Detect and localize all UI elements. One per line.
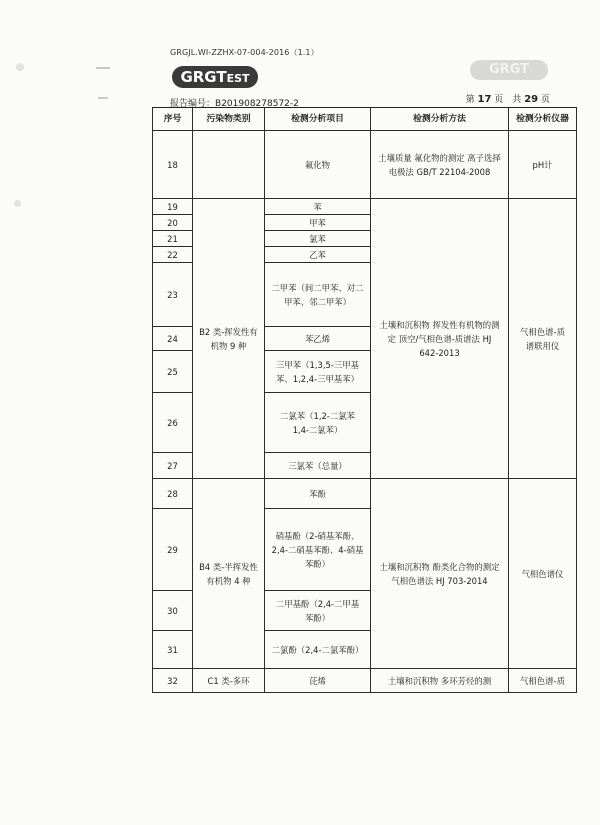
scan-smudge [96, 67, 110, 69]
page-indicator [466, 92, 550, 105]
row-number: 31 [153, 631, 193, 669]
bleed-through-logo: GRGT [470, 60, 548, 80]
row-number: 24 [153, 327, 193, 351]
item-cell: 乙苯 [265, 247, 371, 263]
grgtest-logo: GRGTEST [172, 66, 258, 88]
punch-hole-mark [16, 63, 24, 71]
item-cell: 三甲苯（1,3,5-三甲基苯、1,2,4-三甲基苯） [265, 351, 371, 393]
col-header-method: 检测分析方法 [371, 108, 509, 131]
col-header-instrument: 检测分析仪器 [509, 108, 577, 131]
method-cell: 土壤质量 氟化物的测定 离子选择电极法 GB/T 22104-2008 [371, 131, 509, 199]
report-number-label: 报告编号： [170, 99, 216, 109]
row-number: 20 [153, 215, 193, 231]
punch-hole-mark [14, 200, 21, 207]
item-cell: 苯 [265, 199, 371, 215]
item-cell: 硝基酚（2-硝基苯酚、2,4-二硝基苯酚、4-硝基苯酚） [265, 509, 371, 591]
item-cell: 芘烯 [265, 669, 371, 693]
item-cell: 二氯苯（1,2-二氯苯 1,4-二氯苯） [265, 393, 371, 453]
row-number: 18 [153, 131, 193, 199]
instrument-cell: pH计 [509, 131, 577, 199]
analysis-methods-table [152, 107, 577, 693]
method-cell: 土壤和沉积物 酚类化合物的测定 气相色谱法 HJ 703-2014 [371, 479, 509, 669]
row-number: 28 [153, 479, 193, 509]
category-cell: C1 类-多环 [193, 669, 265, 693]
page-total: 29 [524, 94, 539, 105]
instrument-cell: 气相色谱-质 [509, 669, 577, 693]
item-cell: 苯乙烯 [265, 327, 371, 351]
scan-smudge [98, 97, 108, 99]
page-prefix: 第 [465, 95, 475, 105]
category-cell: B4 类-半挥发性有机物 4 种 [193, 479, 265, 669]
item-cell: 苯酚 [265, 479, 371, 509]
page-current: 17 [477, 94, 492, 105]
table-row [153, 669, 577, 693]
col-header-category: 污染物类别 [193, 108, 265, 131]
row-number: 22 [153, 247, 193, 263]
instrument-cell: 气相色谱-质谱联用仪 [509, 199, 577, 479]
col-header-item: 检测分析项目 [265, 108, 371, 131]
row-number: 27 [153, 453, 193, 479]
method-cell: 土壤和沉积物 挥发性有机物的测定 顶空/气相色谱-质谱法 HJ 642-2013 [371, 199, 509, 479]
method-cell: 土壤和沉积物 多环芳烃的测 [371, 669, 509, 693]
item-cell: 三氯苯（总量） [265, 453, 371, 479]
row-number: 29 [153, 509, 193, 591]
document-code: GRGJL.WI-ZZHX-07-004-2016（1.1） [170, 48, 319, 57]
row-number: 23 [153, 263, 193, 327]
page-mid: 页 共 [494, 95, 522, 105]
instrument-cell: 气相色谱仪 [509, 479, 577, 669]
row-number: 30 [153, 591, 193, 631]
item-cell: 二甲苯（间二甲苯、对二甲苯、邻二甲苯） [265, 263, 371, 327]
table-row [153, 199, 577, 215]
item-cell: 氟化物 [265, 131, 371, 199]
report-number: B201908278572-2 [215, 99, 299, 109]
category-cell: B2 类-挥发性有机物 9 种 [193, 199, 265, 479]
row-number: 21 [153, 231, 193, 247]
table-row [153, 479, 577, 509]
item-cell: 二氯酚（2,4-二氯苯酚） [265, 631, 371, 669]
row-number: 19 [153, 199, 193, 215]
table-row [153, 131, 577, 199]
item-cell: 甲苯 [265, 215, 371, 231]
col-header-no: 序号 [153, 108, 193, 131]
item-cell: 二甲基酚（2,4-二甲基苯酚） [265, 591, 371, 631]
category-cell [193, 131, 265, 199]
item-cell: 氯苯 [265, 231, 371, 247]
row-number: 26 [153, 393, 193, 453]
table-header-row [153, 108, 577, 131]
row-number: 32 [153, 669, 193, 693]
page-suffix: 页 [540, 95, 550, 105]
row-number: 25 [153, 351, 193, 393]
